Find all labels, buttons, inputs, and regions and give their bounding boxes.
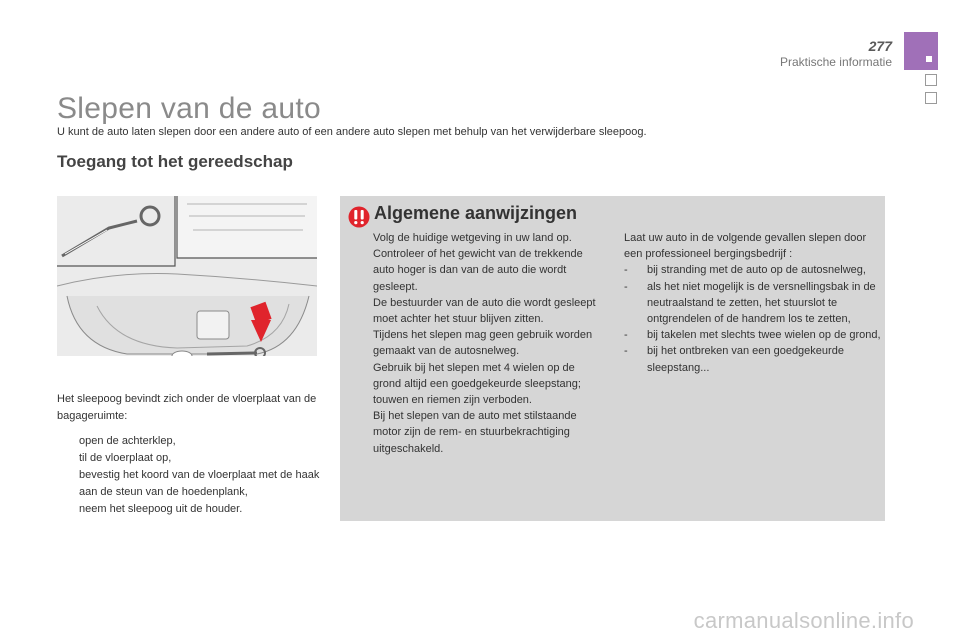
guidelines-column-right (624, 230, 882, 376)
guideline-text: Volg de huidige wetgeving in uw land op. (373, 232, 572, 244)
guideline-text: Gebruik bij het slepen met 4 wielen op de grond altijd een goedgekeurde sleepstang; touwen en riemen zijn verboden. (373, 361, 581, 407)
guidelines-column-left (373, 230, 605, 457)
list-item: - bij stranding met de auto op de autosnelweg, (624, 262, 882, 278)
towing-service-intro: Laat uw auto in de volgende gevallen slepen door een professioneel bergingsbedrijf : (624, 232, 867, 261)
intro-text: U kunt de auto laten slepen door een andere auto of een andere auto slepen met behulp van het verwijderbare sleepoog. (57, 126, 647, 138)
access-paragraph: Het sleepoog bevindt zich onder de vloerplaat van de bagageruimte: (57, 393, 317, 422)
list-item: - bij takelen met slechts twee wielen op de grond, (624, 327, 882, 343)
general-guidelines-panel (340, 196, 885, 521)
dash-bullet: - (624, 264, 628, 277)
dash-bullet: - (624, 329, 628, 342)
section-tab (904, 32, 938, 70)
tab-box-2 (925, 92, 937, 104)
panel-title: Algemene aanwijzingen (374, 203, 578, 223)
section-subtitle: Toegang tot het gereedschap (57, 152, 293, 171)
towing-cases-list (624, 262, 882, 375)
trunk-illustration (57, 196, 317, 356)
list-item: til de vloerplaat op, (79, 452, 172, 464)
access-instructions (57, 391, 327, 518)
guideline-text: Bij het slepen van de auto met stilstaande motor zijn de rem- en stuurbekrachtiging uitgeschakeld. (373, 410, 577, 455)
tab-box-1 (925, 74, 937, 86)
list-item: - als het niet mogelijk is de versnellingsbak in de neutraalstand te zetten, het stuurslot te ontgrendelen of de handrem los te zetten, (624, 280, 876, 326)
dash-bullet: - (624, 280, 628, 293)
tab-marker-icon (926, 56, 932, 62)
watermark[interactable]: carmanualsonline.info (693, 608, 914, 633)
page-number: 277 (868, 38, 892, 54)
list-item: open de achterklep, (79, 435, 176, 447)
dash-bullet: - (624, 345, 628, 358)
access-steps-list (57, 433, 327, 518)
list-item: bevestig het koord van de vloerplaat met de haak aan de steun van de hoedenplank, (79, 469, 320, 498)
trunk-drawing-icon (57, 196, 317, 356)
page-title: Slepen van de auto (57, 92, 321, 125)
warning-icon (348, 206, 370, 228)
list-item: neem het sleepoog uit de houder. (79, 503, 243, 515)
guideline-text: De bestuurder van de auto die wordt gesleept moet achter het stuur blijven zitten. (373, 296, 596, 326)
guideline-text: Tijdens het slepen mag geen gebruik worden gemaakt van de autosnelweg. (373, 329, 593, 358)
section-label: Praktische informatie (779, 55, 892, 69)
list-item: - bij het ontbreken van een goedgekeurde sleepstang... (624, 345, 844, 374)
guideline-text: Controleer of het gewicht van de trekkende auto hoger is dan van de auto die wordt gesleept. (373, 248, 583, 293)
